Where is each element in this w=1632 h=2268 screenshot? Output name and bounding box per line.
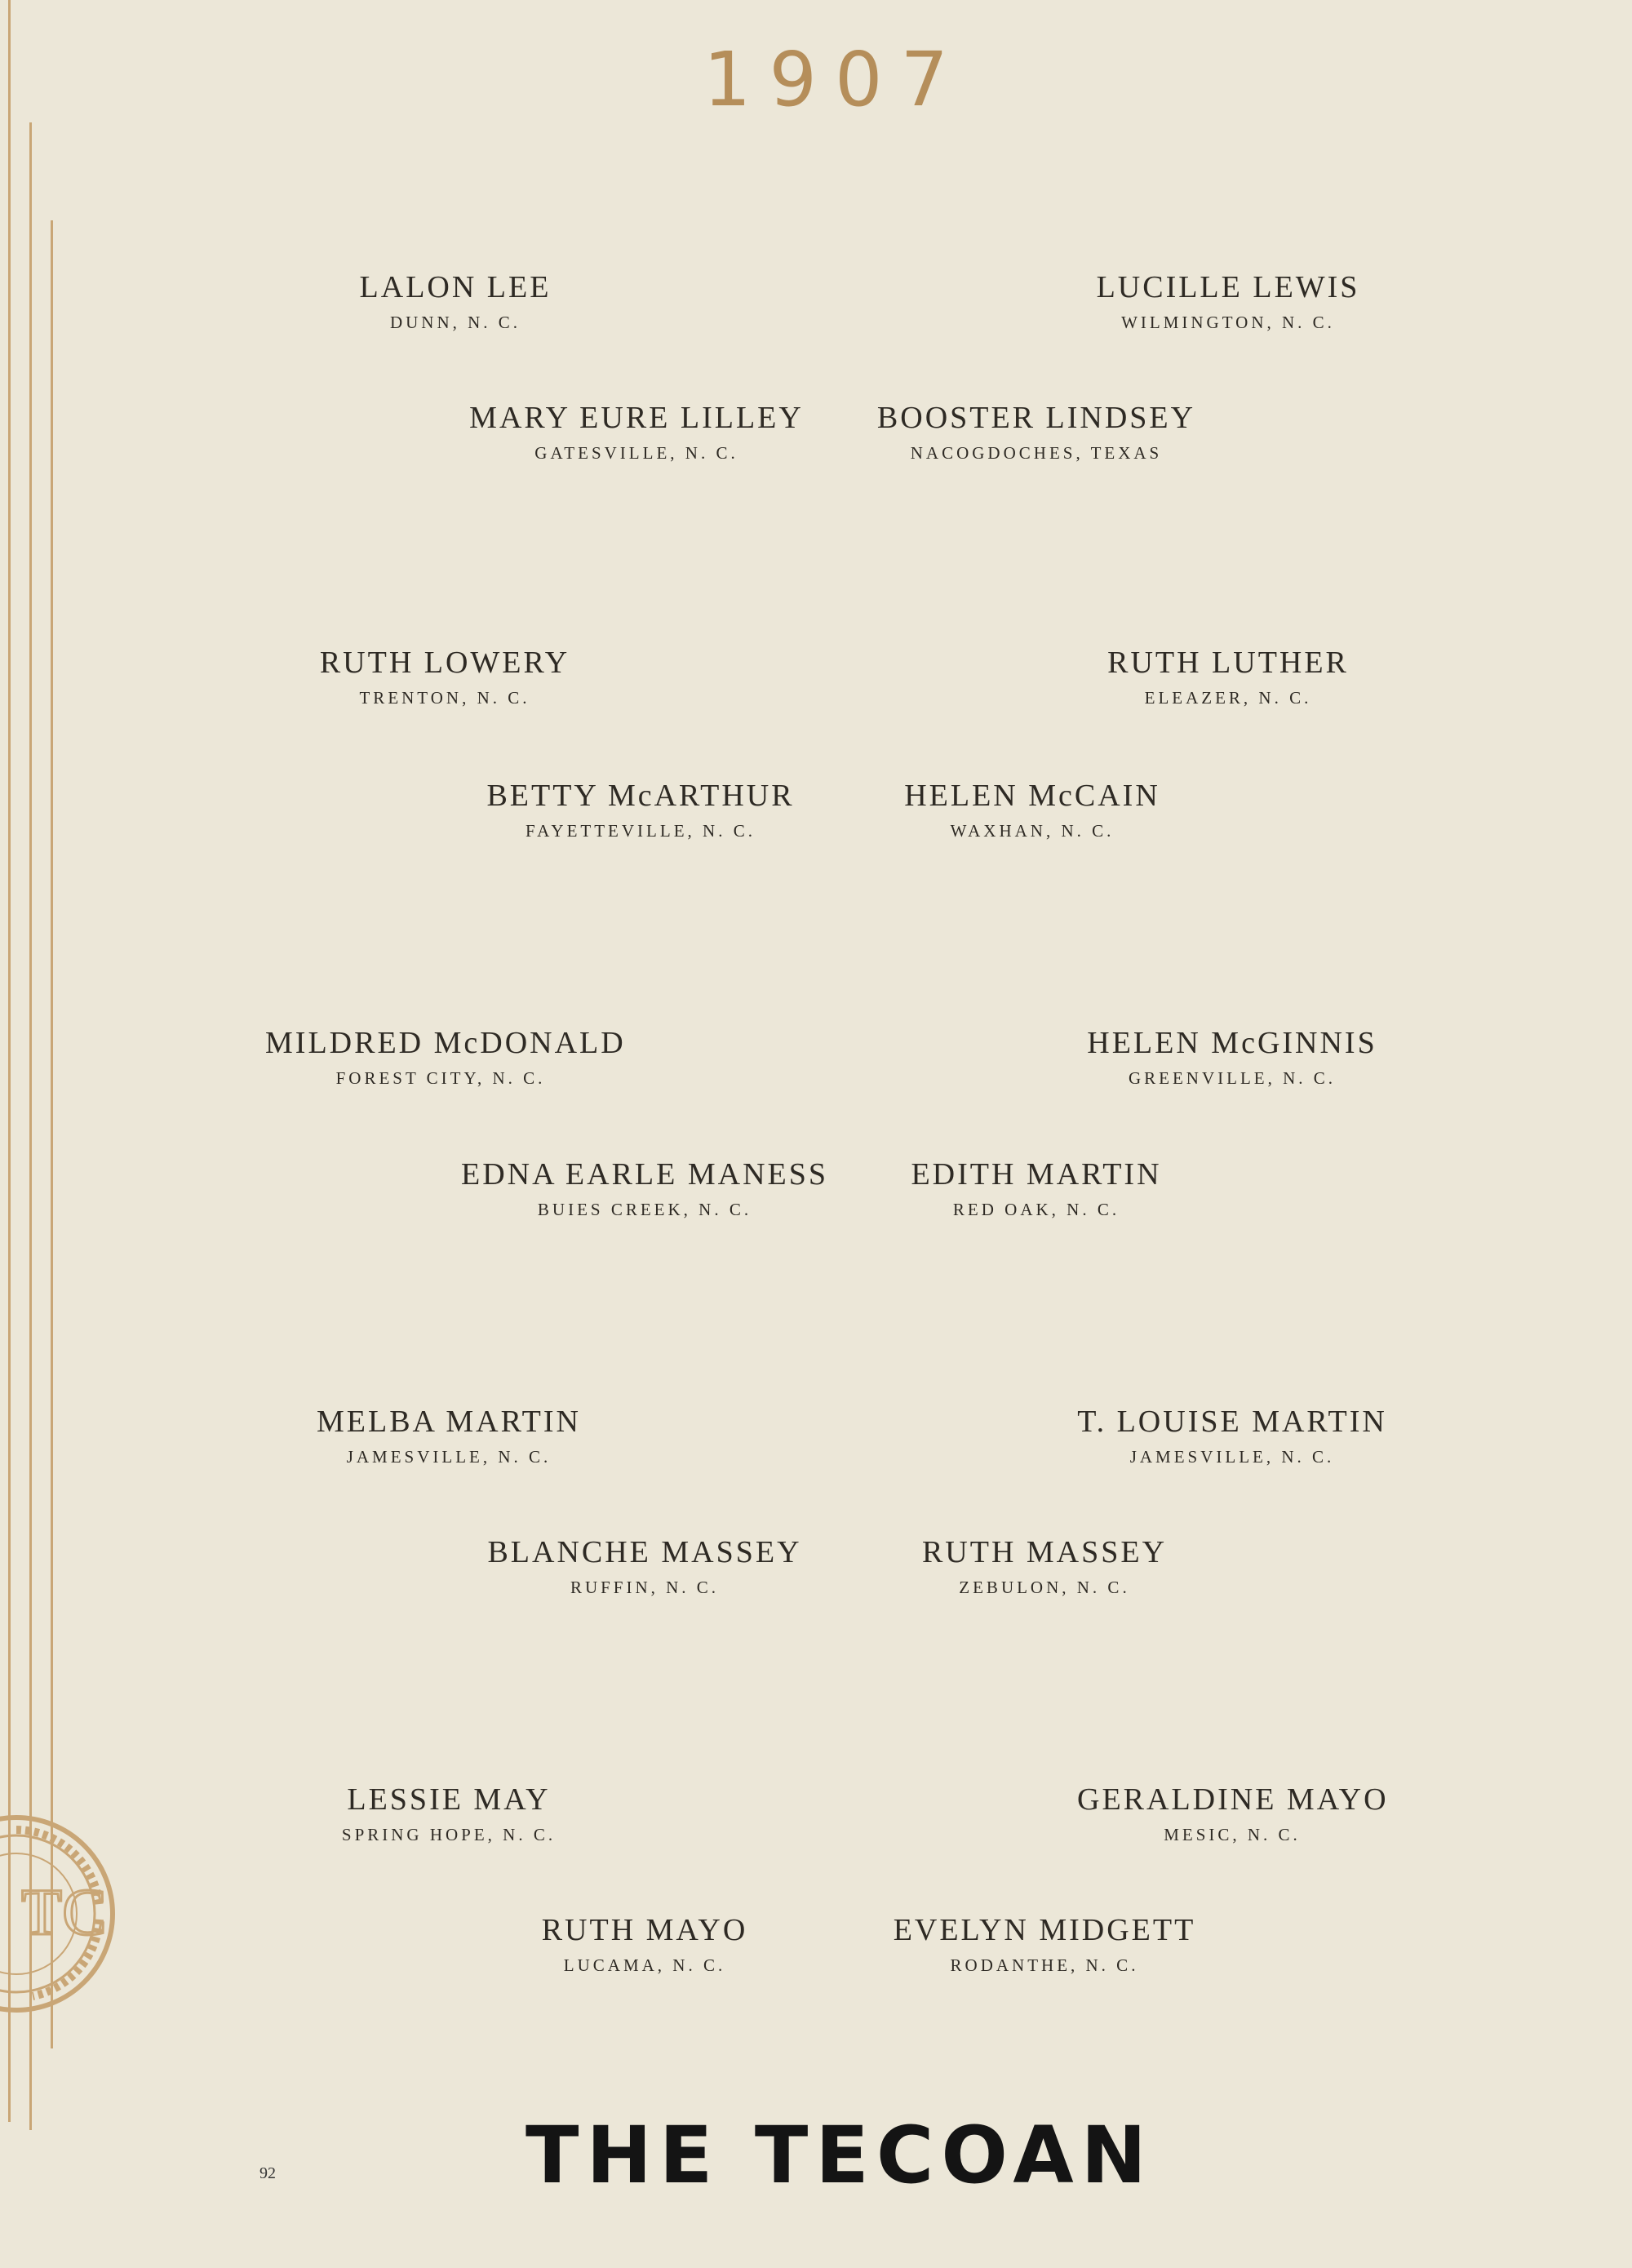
hometown: DUNN, N. C. <box>389 313 521 332</box>
roster-entry <box>349 269 561 335</box>
student-name: MILDRED McDONALD <box>265 1026 626 1060</box>
yearbook-title: THE TECOAN <box>525 2110 1154 2201</box>
hometown: GATESVILLE, N. C. <box>534 443 738 463</box>
hometown: NACOGDOCHES, TEXAS <box>910 443 1163 463</box>
student-name: RUTH MAYO <box>541 1913 748 1947</box>
hometown: MESIC, N. C. <box>1164 1825 1301 1844</box>
hometown: RODANTHE, N. C. <box>950 1955 1139 1975</box>
roster-entry <box>481 1534 808 1600</box>
hometown: ELEAZER, N. C. <box>1144 688 1312 708</box>
roster-entry <box>898 778 1167 843</box>
hometown: LUCAMA, N. C. <box>563 1955 726 1975</box>
student-name: EVELYN MIDGETT <box>893 1913 1196 1947</box>
student-name: RUTH MASSEY <box>921 1535 1168 1569</box>
roster-entry <box>906 1534 1183 1600</box>
student-name: EDITH MARTIN <box>911 1157 1162 1192</box>
margin-rule <box>8 0 11 2122</box>
student-name: RUTH LUTHER <box>1107 646 1349 680</box>
student-name: LESSIE MAY <box>347 1782 551 1817</box>
roster-entry <box>1085 645 1371 710</box>
roster-entry <box>885 1912 1204 1977</box>
hometown: WILMINGTON, N. C. <box>1121 313 1335 332</box>
roster-entry <box>865 400 1208 465</box>
hometown: JAMESVILLE, N. C. <box>346 1447 552 1467</box>
roster-entry <box>1077 1782 1387 1847</box>
student-name: MARY EURE LILLEY <box>469 401 804 435</box>
student-name: BETTY McARTHUR <box>486 779 795 813</box>
year-heading: 1907 <box>703 36 967 123</box>
hometown: ZEBULON, N. C. <box>959 1578 1130 1597</box>
roster-entry <box>1069 269 1387 335</box>
hometown: SPRING HOPE, N. C. <box>341 1825 557 1844</box>
roster-entry <box>902 1156 1171 1222</box>
roster-entry <box>314 1404 583 1469</box>
student-name: LALON LEE <box>359 270 552 304</box>
hometown: FOREST CITY, N. C. <box>335 1068 546 1088</box>
student-name: HELEN McGINNIS <box>1087 1026 1377 1060</box>
margin-rule <box>51 220 53 2048</box>
student-name: BOOSTER LINDSEY <box>876 401 1196 435</box>
roster-entry <box>473 778 808 843</box>
roster-entry <box>445 1156 845 1222</box>
roster-entry <box>1061 1404 1404 1469</box>
hometown: TRENTON, N. C. <box>359 688 530 708</box>
student-name: MELBA MARTIN <box>316 1405 581 1439</box>
student-name: LUCILLE LEWIS <box>1096 270 1360 304</box>
student-name: RUTH LOWERY <box>319 646 570 680</box>
student-name: T. LOUISE MARTIN <box>1077 1405 1387 1439</box>
roster-entry <box>1061 1025 1404 1090</box>
page-number: 92 <box>259 2164 276 2182</box>
svg-text:TC: TC <box>21 1875 107 1949</box>
roster-entry <box>514 1912 775 1977</box>
college-seal-icon <box>0 1812 131 2016</box>
student-name: BLANCHE MASSEY <box>487 1535 802 1569</box>
hometown: JAMESVILLE, N. C. <box>1129 1447 1335 1467</box>
roster-entry <box>457 400 816 465</box>
student-name: EDNA EARLE MANESS <box>460 1157 829 1192</box>
hometown: FAYETTEVILLE, N. C. <box>526 821 756 841</box>
student-name: HELEN McCAIN <box>904 779 1160 813</box>
hometown: RUFFIN, N. C. <box>570 1578 720 1597</box>
hometown: BUIES CREEK, N. C. <box>537 1200 752 1219</box>
roster-entry <box>318 1782 579 1847</box>
roster-entry <box>265 1025 626 1090</box>
hometown: WAXHAN, N. C. <box>950 821 1115 841</box>
hometown: RED OAK, N. C. <box>952 1200 1120 1219</box>
hometown: GREENVILLE, N. C. <box>1128 1068 1337 1088</box>
roster-entry <box>310 645 579 710</box>
student-name: GERALDINE MAYO <box>1077 1782 1389 1817</box>
